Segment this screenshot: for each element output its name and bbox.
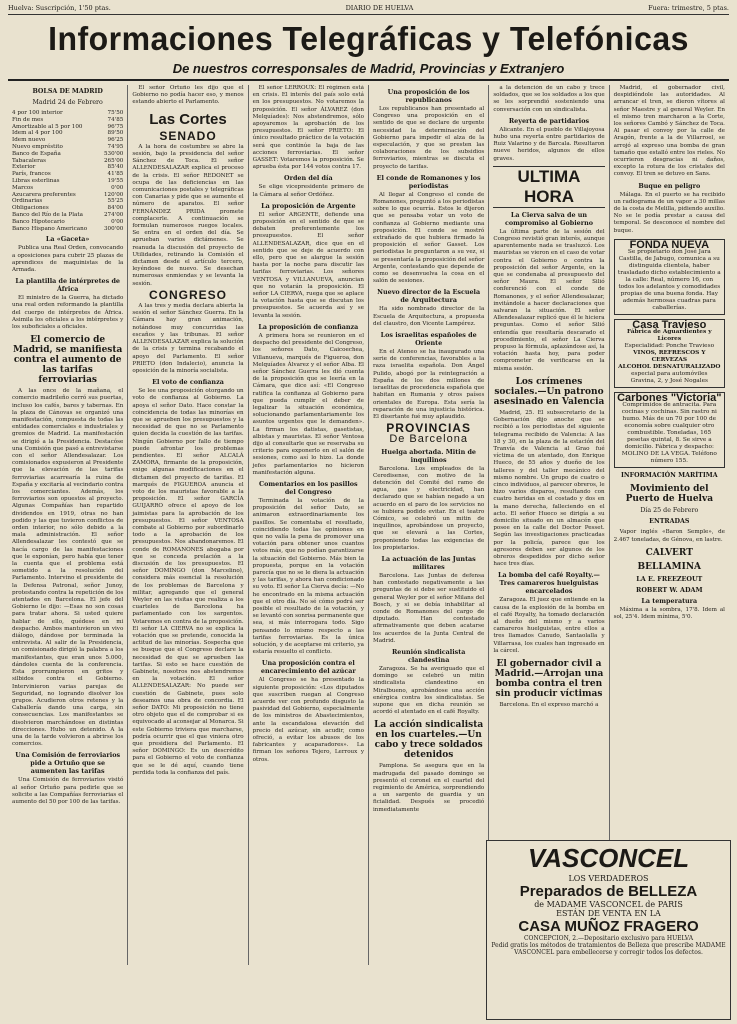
rate-row — [12, 178, 123, 185]
rate-row — [12, 198, 123, 205]
actuacion-text: Barcelona. Las Juntas de defensa han contestado negativamente a las preguntas de si debe ser sustituido el general Weyler por el señor Milans del Bosch, y si se debía inhabilitar al conde de Romanones del cargo de diputado. Han contestado afirmativamente que deben acatarse los acuerdos de la Junta Central de Madrid. — [372, 572, 485, 644]
rate-name: Marcos — [12, 184, 34, 191]
reyerta-text: Alicante. En el pueblo de Villajoyosa hubo una reyerta entre partidarios de Ruiz Valarino y de Barcala. Resultaron nueve heridos, algunos de ellos graves. — [493, 126, 605, 162]
vasconcel-los: LOS VERDADEROS — [568, 874, 649, 883]
bolsa-date: Madrid 24 de Febrero — [32, 99, 103, 106]
romanones-title: El conde de Romanones y los periodistas — [376, 173, 481, 190]
crimenes-title: Los crímenes sociales.—Un patrono asesinado en Valencia — [493, 376, 605, 407]
rate-value: 75'50 — [107, 110, 124, 116]
gaceta-text: Publica una Real Orden, convocando a oposiciones para cubrir 25 plazas de aprendices de maquinistas de la Armada. — [12, 245, 124, 273]
rate-value: 274'00 — [103, 211, 124, 218]
comercio-title: El comercio de Madrid, se manifiesta contra el aumento de las tarifas ferroviarias — [12, 335, 123, 386]
ultima-hora-title: ULTIMA HORA — [493, 166, 604, 208]
maritima-date: Día 25 de Febrero — [640, 507, 699, 515]
column-4 — [369, 85, 489, 965]
rate-name: Banco de España — [12, 150, 61, 157]
rate-value: 120'00 — [103, 191, 124, 198]
rate-row — [12, 144, 123, 151]
rate-name: Amortizable al 5 por 100 — [12, 123, 83, 130]
rate-name: París, francos — [12, 171, 51, 178]
rate-value: 74'85 — [107, 116, 124, 123]
actuacion-title: La actuación de las Juntas militares — [381, 554, 476, 571]
travieso-spec: Especialidad: Ponche Travieso — [624, 343, 715, 350]
azucar-title: Una proposición contra el encarecimiento del azúcar — [260, 659, 356, 676]
rate-value: 300'00 — [103, 225, 124, 232]
rate-name: Idem al 4 por 100 — [12, 130, 63, 137]
reunion-title: Reunión sindicalista clandestina — [391, 647, 466, 664]
rate-row — [12, 212, 123, 219]
plantilla-title: La plantilla de intérpretes de África — [15, 277, 120, 294]
rate-value: 84'00 — [107, 205, 124, 212]
rate-name: Ordinarias — [12, 198, 43, 205]
temperatura-title: La temperatura — [641, 596, 698, 605]
cierva-text: La última parte de la sesión del Congreso revistió gran interés, aunque aparentemente nada se trasluzcó. Los mauristas se vieron en el caso de votar contra el Gobierno o contra la proposición del señor Argente, en la que se condenaba al presupuesto del señor Maura. El señor Silió conferenció con el conde de Romanones, y el señor Allendesalazar, invitándole a hacer declaraciones que salvaran la situación. El señor Allendesalazar replicó que él le hiciera preguntas. Como el señor Silió entendía que resultaría descarado el procedimiento, el señor La Cierva propuso la fórmula, aplazándose así, la votación hasta hoy, para poder comprometer de verificarse en la misma sesión. — [493, 228, 605, 372]
rate-value: 0'00 — [111, 184, 124, 191]
accion-text: Pamplona. Se asegura que en la madrugada del pasado domingo se presentó el coronel en el cuartel del regimiento de América, sorprendiendo a un sargento de guardia y un ficialidad. Después se procedió inmediatamente — [372, 763, 485, 813]
carbones-title: Carbones "Victoria" — [617, 392, 722, 405]
column-6 — [610, 85, 729, 965]
crimenes-text: Madrid, 25. El subsecretario de la Gobernación dijo anoche que se recibió a los periodistas del siguiente telegrama recibido de Valencia: A las 18 y 30, en la plaza de la estación del Tranvía de Valencia al Grao fué víctima de un atentado, don Enrique Hueco, de 55 años y dueño de los talleres y del taller mecánico del mismo nombre. Un grupo de cuatro o cinco individuos, al parecer obreros, le hizo varios disparos, resultando con cuatro heridas en el costado y dos en la mano derecha, falleciendo en el acto. El señor Hueco se dirigía a su domicilio situado en un almacén que posee en la calle del Doctor Pesset. Según las investigaciones practicadas por la policía, parece que los agresores deben ser algunos de los obreros despedidos por dicho señor hace tres días. — [493, 409, 605, 568]
comentarios-title: Comentarios en los pasillos del Congreso — [259, 479, 358, 496]
gobernador-text: Barcelona. En el expreso marchó a — [499, 701, 599, 708]
ship-bellamina: BELLAMINA — [637, 561, 702, 572]
congreso-title: CONGRESO — [148, 287, 227, 302]
azucar-text: Al Congreso se ha presentado la siguiente proposición: «Los diputados que suscriben ruegan al Congreso acuerde ver con profundo disgusto la pasividad del Gobierno, especialmente de los ministros de Abastecimientos, ante la escandalosa elevación del precio del azúcar, sin acudir, como ofreció, a evitar los abusos de los fabricantes y acaparadores». La firman los señores Tejero, Lerroux y otros. — [252, 677, 364, 763]
travieso-title: Casa Travieso — [632, 319, 707, 332]
rate-value: 96'25 — [107, 137, 124, 144]
column-5 — [489, 85, 609, 965]
rate-value: 89'50 — [107, 130, 124, 137]
rate-value: 530'00 — [103, 150, 124, 157]
bolsa-title: BOLSA DE MADRID — [32, 88, 103, 95]
vasconcel-pedid: Pedid gratis los métodos de tratamientos de Belleza que prescribe MADAME VASCONCEL para embellecerse y corregir todos los defectos. — [491, 942, 726, 956]
rate-row — [12, 137, 123, 144]
senado-title: SENADO — [159, 128, 217, 143]
gobernador-title: El gobernador civil a Madrid.—Arrojan una bomba contra el tren sin producir víctimas — [494, 658, 604, 699]
buque-text: Málaga. En el puerto se ha recibido un radiograma de un vapor a 30 millas de la costa de Melilla, pidiendo auxilio. No se le podía prestar a causa del temporal. Se desconoce el nombre del buque. — [613, 191, 725, 234]
rate-name: Exterior — [12, 164, 36, 171]
israelitas-title: Los israelitas españoles de Oriente — [380, 331, 477, 348]
ship-calvert: CALVERT — [645, 547, 693, 558]
rate-name: Idem nuevo — [12, 137, 46, 144]
israelitas-text: En el Ateneo se ha inaugurado una serie de conferencias, favorables a la raza israelita española. Don Ángel Pulido, abogó por la reintegración a España de los dos millones de israelitas de procedencia española que habitan en Rumania y otros países orientales de Europa. Esta sería la reparación de una injusticia histórica. El disertante fué muy aplaudido. — [372, 349, 485, 420]
comision-text: Una Comisión de ferroviarios visitó al señor Ortuño para pedirle que se solicite a las Compañías ferroviarias el aumento del 50 por 100 de las tarifas. — [12, 777, 124, 805]
rate-name: Obligaciones — [12, 205, 49, 212]
rate-row — [12, 158, 123, 165]
argente-text: El señor ARGENTE, defiende una proposición en el sentido de que se debaten preferentemente los presupuestos. El señor ALLENDESALAZAR, dice que en el sentido que se deje de acuerdo con ello, pero que se alargue la sesión hasta por la noche para discutir las tarifas ferroviarias. Los señores VENTOSA y VILLANUEVA, anuncian que no votarán la proposición. El señor LA CIERVA, ruega que se aplace la votación hasta que se discutan los presupuestos. Se acuerda así y se levanta la sesión. — [252, 211, 364, 319]
travieso-sub: Fábrica de Aguardientes y Licores — [626, 329, 712, 343]
rate-row — [12, 226, 123, 233]
masthead: Informaciones Telegráficas y Telefónicas — [48, 20, 689, 57]
royalty-title: La bomba del café Royalty.—Tres camareros huelguistas encarcelados — [498, 571, 600, 596]
subscription-outside: Fuera: trimestre, 5 ptas. — [648, 4, 729, 12]
director-title: Nuevo director de la Escuela de Arquitectura — [377, 288, 481, 305]
detencion-text: a la detención de un cabo y trece soldados, que se los soldados a los que se les sorprendió sosteniendo una conversación con un sindicalista. — [493, 85, 605, 113]
top-bar — [8, 4, 729, 15]
rate-row — [12, 117, 123, 124]
rate-name: Tabacaleras — [12, 157, 46, 164]
comision-title: Una Comisión de ferroviarios pide a Ortuño que se aumenten las tarifas — [15, 751, 121, 776]
rate-name: 4 por 100 interior — [12, 110, 63, 116]
senado-text: A la hora de costumbre se abre la sesión, bajo la presidencia del señor Sánchez de Toca. El señor ALLENDESALAZAR explica el proceso de la crisis. El señor REDONET se ocupa de las deficiencias en las comunicaciones postales y telegráficas con Canarias y pide que se aumente el número de aparatos. El señor FERNÁNDEZ PRIDA promete complacerle. A continuación se formulan numerosos ruegos locales. Se entra en el orden del día. Se aprueban varios dictámenes. Se reanuda la discusión del proyecto de Utilidades, retirando la Comisión el dictamen desde el artículo tercero, leyéndose de nuevo. Se desechan numerosas enmiendas y se levanta la sesión. — [132, 143, 244, 287]
fonda-text: Se propietario don José Jara Castilla, de Jabugo, comunica a su distinguida clientela, haber trasladado dicho establecimiento a la calle: Real, número 16, con todos los adelantos y comodidades propias de una buena fonda. Hay además hermosas cuadras para caballerías. — [617, 249, 721, 312]
accion-title: La acción sindicalista en los cuarteles.—Un cabo y trece soldados detenidos — [374, 720, 484, 761]
rate-row — [12, 192, 123, 199]
congreso-text: A las tres y media declara abierta la sesión el señor Sánchez Guerra. En la Cámara hay gran animación, notándose muy concurridas las escaños y las tribunas. El señor ALLENDESALAZAR explica la solución de la crisis y termina recabando el apoyo del Parlamento. El señor PRIETO (don Indalecio), anuncia la oposición de la minoría socialista. — [132, 303, 244, 374]
buque-title: Buque en peligro — [638, 181, 701, 190]
ad-carbones — [614, 392, 725, 468]
romanones-text: Al llegar al Congreso el conde de Romanones, preguntó a los periodistas sobre lo que ocurría. Estos le dijeron que se pensaba votar un voto de confianza al Gobierno mediante una proposición. El conde se mostró extrañado de que hubiera firmado la proposición el señor Gasset. Los periodistas le preguntaron a su vez, si se presentaría la proposición del señor Argente, contestando que depende de como se desenvuelva la cosa en el salón de sesiones. — [372, 191, 485, 285]
subscription-local: Huelva: Suscripción, 1'50 ptas. — [8, 4, 111, 12]
subhead: De nuestros corresponsales de Madrid, Provincias y Extranjero — [8, 61, 729, 81]
column-1 — [8, 85, 128, 965]
travieso-text: VINOS, REFRESCOS Y CERVEZAS — [633, 350, 706, 364]
rate-name: Fin de mes — [12, 116, 44, 123]
voto-title: El voto de confianza — [152, 378, 224, 387]
ship-robert: ROBERT W. ADAM — [636, 585, 703, 594]
rate-name: Banco Hipotecario — [12, 218, 65, 225]
rate-row — [12, 151, 123, 158]
director-text: Ha sido nombrado director de la Escuela de Arquitectura, a propuesta del claustro, don Vicente Lampérez. — [372, 306, 485, 327]
cortes-title: Las Cortes — [149, 110, 227, 128]
rate-value: 265'00 — [103, 157, 124, 164]
cierva-title: La Cierva salva de un compromiso al Gobierno — [504, 210, 593, 227]
temperatura-text: Máxima a la sombra, 17'8. Idem al sol, 25'4. Idem mínima, 5'0. — [613, 606, 725, 621]
lerroux-text: El señor LERROUX: El régimen está en crisis. El interés del país solo está en los presupuestos. No votaremos la proposición. El señor ÁLVAREZ (don Melquíades): Nos abstendremos, sólo apoyaremos la aprobación de los presupuestos. El señor PRIETO: El único resultado práctico de la votación será que continúe la baja de las acciones ferroviarias. El señor GASSET: Votaremos la proposición. Se aprueba ésta por 144 votos contra 17. — [252, 85, 364, 171]
column-3 — [249, 85, 369, 965]
rate-value: 41'85 — [107, 171, 124, 178]
rate-name: Banco del Río de la Plata — [12, 211, 83, 218]
plantilla-text: El ministro de la Guerra, ha dictado una real orden reformando la plantilla del cuerpo de intérpretes de África. Asimila los oficiales a los intérpretes y los suboficiales a oficiales. — [12, 295, 124, 330]
rate-row — [12, 185, 123, 192]
rate-value: 0'00 — [111, 218, 124, 225]
ship-freezeout: LA E. FREEZEOUT — [636, 574, 703, 583]
republicanos-text: Los republicanos han presentado al Congreso una proposición en el sentido de que se declare de urgente necesidad la determinación del Gobierno para impedir el alza de la especulación, y que se presten las colaboraciones de los subsidios ferroviarios, mientras se discuta el proyecto de tarifas. — [372, 106, 485, 170]
rate-value: 55'25 — [107, 198, 124, 205]
entradas-title: ENTRADAS — [649, 518, 690, 526]
rate-name: Libras esterlinas — [12, 177, 60, 184]
rate-row — [12, 130, 123, 137]
rate-name: Nuevo empréstito — [12, 143, 63, 150]
vasconcel-brand: VASCONCEL — [527, 843, 690, 873]
vasconcel-madame: de MADAME VASCONCEL de PARIS — [534, 900, 683, 909]
reunion-text: Zaragoza. Se ha averiguado que el domingo se celebró un mitin sindicalista clandestino en Miralbueno, aprobándose una acción enérgica contra los sindicalistas. Se supone que en dicha reunión se acordó el atentado en el café Royalty. — [372, 665, 485, 716]
gaceta-title: La «Gaceta» — [45, 235, 90, 244]
newspaper-name: DIARIO DE HUELVA — [345, 4, 414, 12]
rate-value: 19'55 — [107, 177, 124, 184]
rate-name: Banco Hispano Americano — [12, 225, 88, 232]
reyerta-title: Reyerta de partidarios — [508, 116, 590, 125]
maritima-head: Movimiento del Puerto de Huelva — [625, 484, 714, 505]
rate-row — [12, 124, 123, 131]
column-2 — [128, 85, 248, 965]
rate-value: 96'75 — [107, 123, 124, 130]
republicanos-title: Una proposición de los republicanos — [387, 88, 470, 104]
rate-row — [12, 171, 123, 178]
travieso-alcohol: ALCOHOL DESNATURALIZADO — [618, 364, 721, 371]
rate-name: Azucarera preferentes — [12, 191, 76, 198]
carbones-text: Comprimidos de antracita. Para cocinas y cochinas. Sin rastro ni humo. Más de un 70 por 100 de economía sobre cualquier otro combustible. Toneladas, 165 pesetas quintal, 8. Se sirve a domicilio. Fábrica y despacho: MOLINO DE LA VEGA. Teléfono número 155. — [621, 402, 717, 465]
comercio-text: A las once de la mañana, el comercio madrileño cerró sus puertas, incluso los cafés, bares y tabernas. En la plaza de Cánovas se organizó una manifestación, compuesta de todas las entidades comerciales e industriales y gremios de Madrid. La manifestación se dirigió a la Presidencia. Destacóse una Comisión que pasó a entrevistarse con el señor Allendesalazar. Los comisionados expusieron al Presidente que la elevación de las tarifas ferroviarias acarrearía la ruina de España y excitaría al vecindario contra los comerciantes. Además, los ferroviarios son opuestos al proyecto. Algunas Compañías han repartido dividendos en 1919, otras no han podido y las que tuvieron conflictos de orden interior, no sólo debido a la mala administración. El señor Allendesalazar les contestó que se hacía cargo de las manifestaciones que le exponían, pero había que tener la cuenta que el problema está sometido a la resolución del Parlamento. Intervino el presidente de la Defensa Patronal, señor Junoy, protestando contra la repetición de los atentados en Barcelona. El jefe del Gobierno le dijo: —Esas no son cosas para tratar ahora. Si usted quiere hablar de ello, quédese en mi despacho. Ambos mantuvieron un vivo diálogo, dándose por terminada la entrevista. Al salir de la Presidencia, un comisionado dirigió la palabra a los manifestantes, que eran unos 5.000, dándoles cuenta de la conferencia. Esta prorrumpieron en gritos y silbidos contra el Gobierno. Intervinieron varias parejas de Seguridad, no logrando disolver los grupos. Acudieron otros retenes y la Caballería dando una carga, sin consecuencias. Los manifestantes se disolvieron marchándose en distintas direcciones. Hubo un detenido. A la una de la tarde volvieron a abrirse los comercios. — [12, 388, 124, 748]
vasconcel-casa: CASA MUÑOZ FRAGERO — [518, 918, 699, 935]
vasconcel-estan: ESTÁN DE VENTA EN LA — [556, 909, 661, 918]
rate-row — [12, 205, 123, 212]
rate-row — [12, 110, 123, 117]
travieso-address: Gravina, 2, y José Nogales — [630, 378, 708, 385]
travieso-note: especial para automóviles — [631, 371, 708, 378]
maritima-title: INFORMACIÓN MARÍTIMA — [620, 472, 718, 480]
vasconcel-address: CONCEPCION, 2.—Depositario exclusivo para HUELVA — [523, 935, 694, 942]
rate-value: 74'95 — [107, 143, 124, 150]
orden-title: Orden del día — [284, 174, 333, 183]
rate-value: 85'40 — [107, 164, 124, 171]
rate-row — [12, 219, 123, 226]
orden-text: Se elige vicepresidente primero de la Cámara al señor Ordóñez. — [252, 184, 364, 198]
columns — [8, 85, 729, 965]
confianza-text: A primera hora se reunieron en el despacho del presidente del Congreso, los señores Dato, Caicoechea, Villanueva, marqués de Figueroa, don Melquíades Álvarez y el señor Alba. El señor Sánchez Guerra les dió cuenta de la proposición que se leería en la Cámara, que dice así: «El Congreso ratifica la confianza al Gobierno para que pueda cumplir el deber de legalizar la situación económica, solucionando parlamentariamente los asuntos urgentes que le demanden». La firman los datistas, gasetistas, albistas y mauristas. El señor Ventosa dijo al consultarle que se reservaba su criterio para exponerlo en el salón de sesiones, como así lo hizo. La donde jefes parlamentarios no hicieron manifestación alguna. — [252, 332, 364, 476]
royalty-text: Zaragoza. El juez que entiende en la causa de la explosión de la bomba en el café Royalty, ha tomado declaración al dueño del mismo y a varios camareros huelguistas, entre ellos a tres llamados Canudo, Santaolalla y Villarrasa, los cuales han ingresado en la cárcel. — [493, 597, 605, 654]
ad-vasconcel — [486, 840, 731, 1020]
ad-fonda-nueva — [614, 239, 725, 315]
vasconcel-preparados: Preparados de BELLEZA — [519, 883, 698, 900]
argente-title: La proposición de Argente — [261, 201, 356, 210]
confianza-title: La proposición de confianza — [258, 322, 359, 331]
rates-table — [12, 110, 123, 232]
voto-text: Se lee una proposición otorgando un voto de confianza al Gobierno. La apoya el señor Dato. Hace constar la coincidencia de todas las minorías en que se aprueben los presupuestos y la necesidad de que no se Parlamento quien decida la cuestión de las tarifas. Ningún Gobierno por fallo de tiempo puede afrontar los problemas pendientes. El señor ALCALÁ ZAMORA, firmante de la proposición, exige algunas modificaciones en el dictamen del proyecto de tarifas. El marqués de FIGUEROA anuncia el voto de los mauristas favorable a la proposición. El señor GARCÍA GUIJARRO ofrece el apoyo de los jaimistas para la aprobación de los presupuestos. El señor VENTOSA combate al Gobierno por subordinarlo todo a la aprobación de los presupuestos. Nos abandonaremos. El conde de ROMANONES abogaba por que se conceda prelación a la discusión de los presupuestos. El señor DOMINGO (don Marcelino), considera más esencial la resolución de los problemas de Barcelona y militar, agregando que el general Weyler en las visitas que realiza a los cuarteles de Barcelona ha parlamentado con los sargentos. Votaremos en contra de la proposición. El señor LA CIERVA no se explica la votación que se pretende, conocida la actitud de las minorías. Sospecha que se busque que el Congreso declare la necesidad de que se aprueben las tarifas. Si esto se hace cuestión de Gabinete, nosotros nos abstendremos en la votación. El señor ALLENDESALAZAR: No puede ser cuestión de Gabinete, pues solo deseamos una obra de concordia. El señor DATO: Mi proposición no tiene otro objeto que el de comprobar si es equivocado al aconsejar al Monarca. Si este Gobierno triviera que marcharse, podría ocurrir que el que viniera otro que presidiera del Parlamento. El señor DOMINGO: Es un descrédito para el Gobierno el voto de confianza que se le dé aquí, cuando tiene perdida toda la confianza del país. — [132, 388, 244, 776]
provincias-title: PROVINCIAS — [386, 421, 471, 436]
comentarios-text: Terminada la votación de la proposición del señor Dato, se animaron extraordinariamente los pasillos. Se comentaba el resultado, coincidiendo todas las opiniones en que no valía la pena de promover una votación para obtener unos cuantos votos más, que no podían garantizarse la situación del Gobierno. Más bien la propuesta, porque en la votación parecía que no se le diera la actuación y las tarifas, y ahora han condicionado su voto. El señor La Cierva decía: —No he encontrado en la misma actuación que el otro día. No sé cómo podrá ser posible el resultado de la votación, y se levantó con sonrisa permanente que sea, si más interrogara todo. Sigo pensando lo mismo respecto a las tarifas ferroviarias. Es la única solución, y de aceptarse mi criterio, ya estaría resuelto el conflicto. — [252, 497, 364, 656]
fonda-title: FONDA NUEVA — [629, 238, 710, 251]
ad-casa-travieso — [614, 319, 725, 388]
barcelona-title: De Barcelona — [389, 433, 468, 446]
entradas-text: Vapor inglés «Baron Semple», de 2.467 toneladas, de Génova, en lastre. — [613, 529, 725, 543]
gobernador-continued: Madrid, el gobernador civil, despidiéndole las autoridades. Al arrancar el tren, se dieron vítores al señor Maestre y al general Weyler. En el mismo tren marcharon a la Corte, los señores Cambó y Sánchez de Toca. Al pasar el convoy por la calle de Aragón, frente a la de Villarroel, se arrojó al expreso una bomba de gran tamaño que estalló entre los rieles. No ocurrieron desgracias ni daños, excepto la rotura de los cristales del convoy. El tren se detuvo en Sans. — [613, 85, 725, 178]
huelga-text: Barcelona. Los empleados de la Ceredisense, con motivo de la detención del Comité del ramo de agua, gas y electricidad, han declarado que se habían negado a un acuerdo en el paro de los servicios no se hubiera podido evitar. En el teatro Cómico, se celebró un mitin de inquilinos, aprobándose un proyecto, que se elevará a las Cortes, proponiendo todas las exigencias de los propietarios. — [372, 465, 485, 551]
ortuno-intro: El señor Ortuño les dijo que el Gobierno no podía hacer eso, y menos estando abierto el Parlamento. — [132, 85, 244, 106]
huelga-title: Huelga abortada. Mitin de inquilinos — [381, 447, 476, 464]
